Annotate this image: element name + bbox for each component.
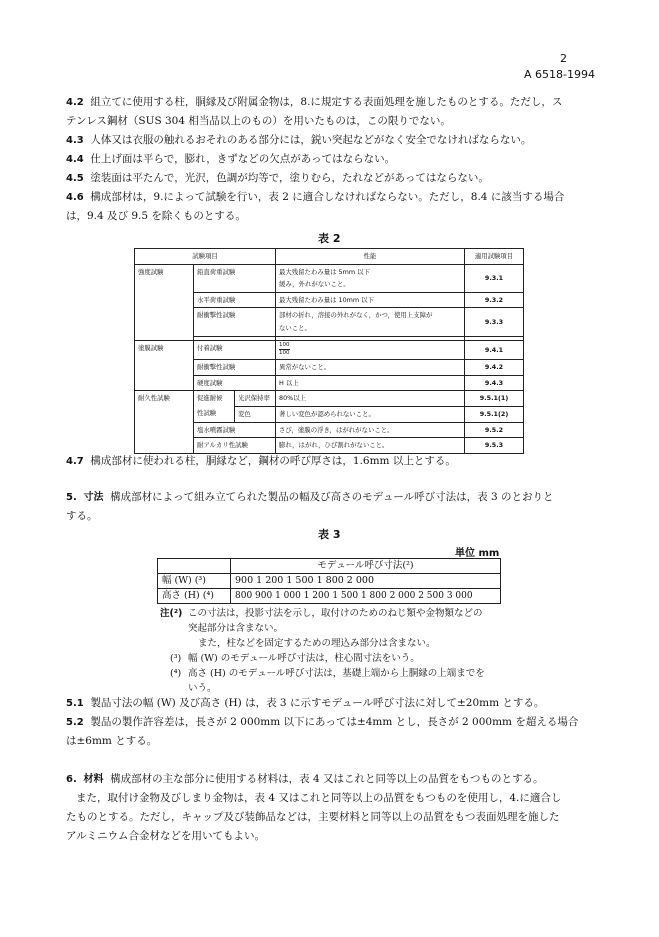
test-cell: 耐衝撃性試験 [194, 360, 276, 376]
paragraph-4-3: 4.3 人体又は衣服の触れるおそれのある部分には，鋭い突起などがなく安全でなければならない。 [66, 134, 532, 146]
paragraph-4-5: 4.5 塗装面は平たんで，光沢，色調が均等で，塗りむら，たれなどがあってはならない。 [66, 172, 489, 184]
perf-cell: 最大残留たわみ量は 5mm 以下 緩み，外れがないこと。 [276, 264, 465, 292]
test-cell: 耐衝撃性試験 [194, 308, 276, 336]
paragraph-4-6: 4.6 構成部材は，9.によって試験を行い，表 2 に適合しなければならない。ただし，8.4 に該当する場合 は，9.4 及び 9.5 を除くものとする。 [66, 191, 565, 222]
clause-cell: 9.4.3 [465, 375, 524, 391]
table-row [135, 360, 524, 376]
perf-cell: 異常がないこと。 [276, 360, 465, 376]
header-test-item: 試験項目 [135, 249, 276, 265]
table-row [135, 422, 524, 438]
group-cell: 強度試験 [135, 264, 194, 340]
perf-cell: 部材の折れ，溶接の外れがなく，かつ，使用上支障が ないこと。 [276, 308, 465, 336]
paragraph-5-2: 5.2 製品の製作許容差は，長さが 2 000mm 以下にあっては±4mm とし，長さが 2 000mm を超える場合 は±6mm とする。 [66, 716, 579, 747]
note-line: また，柱などを固定するための埋込み部分は含まない。 [198, 638, 436, 649]
group-cell: 塗膜試験 [135, 340, 194, 391]
table-2 [134, 248, 524, 454]
perf-cell: 著しい変色が認められないこと。 [276, 406, 465, 422]
perf-cell: H 以上 [276, 375, 465, 391]
header-performance: 性能 [276, 249, 465, 265]
test-cell: 硬度試験 [194, 375, 276, 391]
table-3 [157, 558, 501, 604]
row-label: 幅 (W) (³) [158, 574, 231, 589]
perf-cell: 膨れ，はがれ，ひび割れがないこと。 [276, 438, 465, 454]
table-2-title: 表 2 [318, 232, 341, 245]
section-5-title: 寸法 [83, 492, 104, 503]
clause-cell: 9.5.2 [465, 422, 524, 438]
test-cell: 付着試験 [194, 340, 276, 360]
table-row [135, 292, 524, 308]
header-clause: 適用試験項目 [465, 249, 524, 265]
clause-cell: 9.5.1(2) [465, 406, 524, 422]
clause-cell: 9.5.3 [465, 438, 524, 454]
table-row [135, 308, 524, 336]
row-values: 900 1 200 1 500 1 800 2 000 [231, 574, 501, 589]
clause-cell: 9.4.2 [465, 360, 524, 376]
table-row [135, 391, 524, 407]
table-row [158, 574, 501, 589]
note-line: いう。 [188, 683, 217, 694]
note-line: 突起部分は含まない。 [188, 623, 284, 634]
section-5: 5. 寸法 構成部材によって組み立てられた製品の幅及び高さのモデュール呼び寸法は，表 3 のとおりと する。 [66, 491, 554, 522]
table-3-title: 表 3 [318, 528, 341, 541]
test-cell: 水平荷重試験 [194, 292, 276, 308]
standard-id: A 6518-1994 [524, 68, 595, 81]
note-line: 注(²) この寸法は，投影寸法を示し，取付けのためのねじ類や金物類などの [160, 608, 483, 619]
table-row [135, 438, 524, 454]
table-row [135, 264, 524, 292]
section-6: 6. 材料 構成部材の主な部分に使用する材料は，表 4 又はこれと同等以上の品質をもつものとする。 また，取付け金物及びしまり金物は，表 4 又はこれと同等以上の品質をもつものを使用し，4.に適合し たものとする。ただし，キャップ及び装飾品などは，主要材料と同等以上の品質をもつ表面処理を施した アルミニウム合金材などを用いてもよい。 [66, 773, 562, 842]
fraction-value: $\frac{100}{100}$ [279, 341, 290, 356]
sub-test-cell: 光沢保持率 [235, 391, 276, 407]
test-cell: 性試験 [194, 406, 235, 422]
perf-cell: 80%以上 [276, 391, 465, 407]
table-row [135, 375, 524, 391]
table-header-row [158, 559, 501, 574]
clause-cell: 9.5.1(1) [465, 391, 524, 407]
table-3-unit: 単位 mm [455, 548, 500, 559]
table-3-notes [160, 606, 505, 696]
row-values: 800 900 1 000 1 200 1 500 1 800 2 000 2 500 3 000 [231, 589, 501, 604]
table-row [135, 406, 524, 422]
group-cell: 耐久性試験 [135, 391, 194, 453]
paragraph-4-4: 4.4 仕上げ面は平らで，膨れ，きずなどの欠点があってはならない。 [66, 153, 396, 165]
test-cell: 塩水噴霧試験 [194, 422, 276, 438]
sub-test-cell: 変色 [235, 406, 276, 422]
test-cell: 耐アルカリ性試験 [194, 438, 276, 454]
clause-cell: 9.3.2 [465, 292, 524, 308]
table-header-row [135, 249, 524, 265]
paragraph-4-7: 4.7 構成部材に使われる柱，胴縁など，鋼材の呼び厚さは，1.6mm 以上とする。 [66, 455, 456, 467]
clause-cell: 9.4.1 [465, 340, 524, 360]
table-row [158, 589, 501, 604]
test-cell: 鉛直荷重試験 [194, 264, 276, 292]
clause-cell: 9.3.1 [465, 264, 524, 292]
note-line: (³) 幅 (W) のモデュール呼び寸法は，柱心間寸法をいう。 [170, 653, 420, 664]
note-line: (⁴) 高さ (H) のモデュール呼び寸法は，基礎上端から上胴縁の上端までを [170, 668, 485, 679]
paragraph-4-2: 4.2 組立てに使用する柱，胴縁及び附属金物は，8.に規定する表面処理を施したものとする。ただし，ス テンレス鋼材（SUS 304 相当品以上のもの）を用いたものは，この限りでない。 [66, 96, 563, 127]
perf-cell: 最大残留たわみ量は 10mm 以下 [276, 292, 465, 308]
perf-cell [276, 340, 465, 360]
perf-cell: さび，塗膜の浮き，はがれがないこと。 [276, 422, 465, 438]
paragraph-5-1: 5.1 製品寸法の幅 (W) 及び高さ (H) は，表 3 に示すモデュール呼び寸法に対して±20mm とする。 [66, 697, 545, 709]
module-size-header: モデュール呼び寸法(²) [231, 559, 501, 574]
section-6-title: 材料 [83, 774, 104, 785]
clause-cell: 9.3.3 [465, 308, 524, 336]
test-cell: 促進耐候 [194, 391, 235, 407]
row-label: 高さ (H) (⁴) [158, 589, 231, 604]
page-number: 2 [560, 52, 567, 65]
table-row [135, 340, 524, 360]
